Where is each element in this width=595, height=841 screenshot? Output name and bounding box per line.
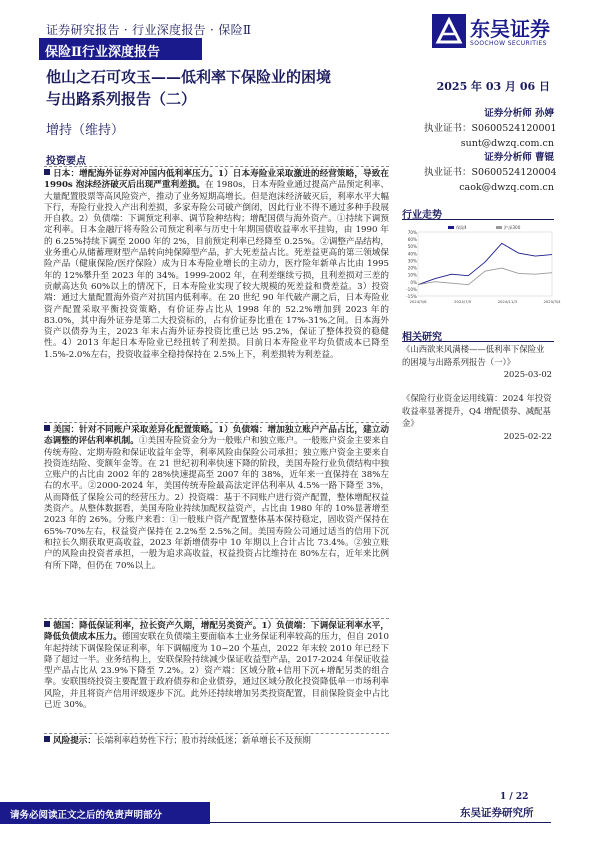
bullet-icon [44,425,50,431]
y-tick-label: 70% [407,230,417,235]
industry-trend-chart [402,222,561,310]
divider [44,166,389,167]
company-logo [432,12,567,56]
analyst-name: 证券分析师 孙婷 [484,108,554,119]
rating: 增持（维持） [46,123,125,138]
analyst-block-1 [424,106,557,151]
analyst-cert: 执业证书：S0600524120001 [424,123,557,134]
trend-heading: 行业走势 [402,210,442,221]
paragraph-usa: 美国：针对不同账户采取差异化配置策略。1）负债端：增加独立账户产品占比，建立动态调整的评估利率机制。①美国寿险资金分为一般账户和独立账户。一般账户资金主要来自传统寿险、定期寿险和保证收益年金等，利率风险由保险公司承担；独立账户资金主要来自投资连结险、变额年金等。在 21 世纪初利率快速下降的阶段，美国寿险行业负债结构中独立账户的占比由 2002 年的 28%快速提高至 2007 年的 38%，近年来一直保持在 38%左右的水平。②2000-2024 年，美国传统寿险最高法定评估利率从 4.5%一路下降至 3%，从而降低了保险公司的经营压力。2）投资端：基于不同账户进行资产配置，整体增配权益类资产。从整体数据看，美国寿险业持续加配权益资产，占比由 1980 年的 10%显著增至 2023 年的 26%。分账户来看：①一般账户资产配置整体基本保持稳定，固收资产保持在 65%-70%左右，权益资产保持在 2.2%至 2.5%之间。美国寿险公司通过适当的信用下沉和拉长久期获取更高收益，2023 年新增债券中 10 年期以上合计占比 73.4%。②独立账户的风险由投资者承担，一般为追求高收益，权益投资占比维持在 80%左右，近年来比例有所下降，但仍在 70%以上。 [44,425,389,571]
paragraph-japan: 日本：增配海外证券对冲国内低利率压力。1）日本寿险业采取激进的经营策略，导致在 1990s 泡沫经济破灭后出现严重利差损。在 1980s，日本寿险业通过提高产品预定利率、大量配置股票等高风险资产，推动了业务短期高增长。但是泡沫经济破灭后，利率水平大幅下行，寿险行业投入产出利差损，多家寿险公司破产倒闭，因此行业不得不通过多种手段展开自救。2）负债端：下调预定利率、调节险种结构；增配国债与海外资产。①持续下调预定利率。日本金融厅将寿险公司预定利率与历史十年期国债收益率水平挂钩，由 1990 年的 6.25%持续下调至 2000 年的 2%，目前预定利率已经降至 0.25%。②调整产品结构，业务重心从储蓄理财型产品转向纯保障型产品，扩大死差益占比。死差益更高的第三领域保险产品（健康保险/医疗保险）成为日本寿险业增长的主动力，医疗险年新单占比由 1995 年的 12%攀升至 2023 年的 34%。1999-2002 年，在利差继续亏损，且利差损对三差的贡献高达负 60%以上的情况下，日本寿险业实现了较大规模的死差益和费差益。3）投资端：通过大量配置海外资产对抗国内低利率。在 20 世纪 90 年代破产潮之后，日本寿险业资产配置采取平衡投资策略，有价证券占比从 1998 年的 52.2%增加到 2023 年的 83.0%，其中海外证券是第二大投资标的，占有价证券比重在 17%-31%之间。日本海外资产以债券为主，2023 年末占海外证券投资比重已达 95.2%，保证了整体投资的稳健性。4）2013 年起日本寿险业已经扭转了利差损。目前日本寿险业平均负债成本已降至 1.5%-2.0%左右，投资收益率全稳持保持在 2.5%上下，利差损转为利差益。 [44,169,390,360]
y-tick-label: 60% [407,237,417,243]
report-category: 证券研究报告 · 行业深度报告 · 保险Ⅱ [46,23,252,37]
x-tick-label: 2024/7/5 [454,299,472,304]
series-line-b [418,268,552,285]
report-type-banner: 保险Ⅱ行业深度报告 [39,38,202,60]
x-tick-label: 2025/3/4 [543,299,561,304]
analyst-name: 证券分析师 曹锟 [484,152,554,163]
y-tick-label: -10% [406,286,417,292]
legend-label: 沪深300 [504,225,521,230]
title-line-1: 他山之石可攻玉——低利率下保险业的困境 [46,68,332,86]
paragraph-risk: 风险提示：长端利率趋势性下行；股市持续低迷；新单增长不及预期 [44,736,389,747]
logo-mark-icon [432,14,466,48]
analyst-email[interactable]: sunt@dwzq.com.cn [460,138,554,149]
divider [44,422,389,423]
x-tick-label: 2024/3/6 [409,299,427,304]
analyst-cert: 执业证书：S0600524120004 [424,167,557,178]
x-tick-label: 2024/11/3 [497,299,518,304]
title-line-2: 与出路系列报告（二） [46,90,197,108]
related-item[interactable] [402,343,552,381]
page-number: 1 / 22 [500,792,529,802]
report-title [46,66,406,110]
related-heading: 相关研究 [402,332,442,343]
analyst-email[interactable]: caok@dwzq.com.cn [459,182,554,193]
y-tick-label: 20% [407,265,417,271]
y-tick-label: -15% [406,294,417,299]
logo-text-cn: 东吴证券 [470,17,550,41]
bullet-icon [44,736,50,742]
y-tick-label: 50% [407,244,417,250]
divider [44,733,389,734]
y-tick-label: 30% [407,258,417,264]
sidebar-divider [402,219,554,220]
related-title[interactable]: 《山西欲来风满楼——低利率下保险业的困境与出路系列报告（一）》 [402,344,545,367]
report-date: 2025 年 03 月 06 日 [436,80,550,93]
chart-frame [418,232,552,296]
related-title[interactable]: 《保险行业资金运用线篇：2024 年投资收益率显著提升，Q4 增配债券、减配基金》 [402,393,552,428]
y-tick-label: 10% [407,272,417,278]
y-tick-label: 0% [410,279,417,285]
analyst-block-2 [424,150,557,195]
bullet-icon [44,169,50,175]
paragraph-germany: 德国：降低保证利率，拉长资产久期，增配另类资产。1）负债端：下调保证利率水平，降低负债成本压力。德国安联在负债端主要面临本土业务保证利率较高的压力，但自 2010 年起持续下调保险保证利率，年下调幅度为 10~20 个基点，2022 年末较 2010 年已经下降了超过一半。业务结构上，安联保险持续减少保证收益型产品，2017-2024 年保证收益型产品占比从 23.9%下降至 7.2%。2）资产端：区域分散+信用下沉+增配另类的组合拳。安联围绕投资主要配置于政府债券和企业债券，通过区域分散化投资降低单一市场利率风险，并且将资产信用评级逐步下沉。此外还持续增加另类投资配置，目前保险资金中占比已近 30%。 [44,621,389,711]
related-item[interactable] [402,392,552,442]
series-line-a [418,243,552,284]
logo-text-en: SOOCHOW SECURITIES [470,40,547,47]
keypoints-heading: 投资要点 [46,156,86,167]
bullet-icon [44,621,50,627]
footer-company: 东吴证券研究所 [460,807,534,819]
y-tick-label: 40% [407,251,417,257]
related-date: 2025-03-02 [503,369,552,379]
legend-swatch [448,226,454,229]
legend-swatch [496,226,502,229]
sidebar-divider [402,341,554,342]
legend-label: 保险Ⅱ [456,225,467,230]
related-date: 2025-02-22 [503,430,552,441]
disclaimer-banner: 请务必阅读正文之后的免责声明部分 [0,802,210,824]
divider [44,618,389,619]
